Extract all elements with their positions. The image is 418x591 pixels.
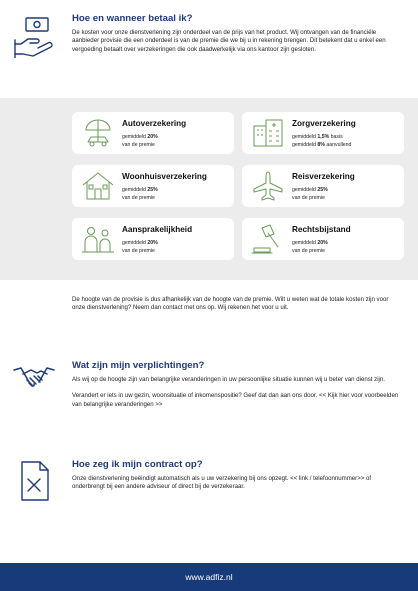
- hospital-icon: [248, 116, 288, 150]
- card-line-1: gemiddeld 25%: [292, 187, 328, 193]
- obligations-body-2: Verandert er iets in uw gezin, woonsituatie of inkomenspositie? Geef dat dan aan ons door. << Kijk hier voor voorbeelden van belangrijke veranderingen >>: [72, 392, 399, 408]
- footer-url-link[interactable]: www.adfiz.nl: [185, 572, 233, 582]
- cancel-body: Onze dienstverlening beëindigt automatisch als u uw verzekering bij ons opzegt. << link / telefoonnummer>> of onderbrengt bij een andere adviseur of direct bij de verzekeraar.: [72, 475, 372, 491]
- card-line-1: gemiddeld 25%: [122, 187, 158, 193]
- card-title: Woonhuisverzekering: [122, 172, 207, 181]
- payment-section: [0, 0, 418, 98]
- card-line-1: gemiddeld 20%: [122, 240, 158, 246]
- payment-title: Hoe en wanneer betaal ik?: [72, 13, 193, 24]
- house-icon: [78, 169, 118, 203]
- handshake-icon: [12, 358, 56, 402]
- card-title: Autoverzekering: [122, 119, 187, 128]
- card-title: Rechtsbijstand: [292, 225, 351, 234]
- document-x-icon: [12, 459, 56, 503]
- card-line-1: gemiddeld 20%: [122, 134, 158, 140]
- umbrella-car-icon: [78, 116, 118, 150]
- card-line-2: van de premie: [292, 248, 325, 254]
- card-title: Reisverzekering: [292, 172, 355, 181]
- card-line-2: van de premie: [292, 195, 325, 201]
- card-woonhuisverzekering: [72, 165, 234, 207]
- card-line-1: gemiddeld 1,5% basis: [292, 134, 343, 140]
- obligations-body-1: Als wij op de hoogte zijn van belangrijke veranderingen in uw persoonlijke situatie kunnen wij u beter van dienst zijn.: [72, 376, 385, 383]
- provision-note: De hoogte van de provisie is dus afhankelijk van de hoogte van de premie. Wilt u weten wat de totale kosten zijn voor onze dienstverlening? Neem dan contact met ons op. Wij rekenen het voor u uit.: [72, 296, 389, 312]
- gavel-icon: [248, 222, 288, 256]
- airplane-icon: [248, 169, 288, 203]
- card-aansprakelijkheid: [72, 218, 234, 260]
- card-line-2: van de premie: [122, 248, 155, 254]
- cancel-title: Hoe zeg ik mijn contract op?: [72, 459, 203, 470]
- card-autoverzekering: [72, 112, 234, 154]
- card-line-2: gemiddeld 8% aanvullend: [292, 142, 352, 148]
- card-title: Aansprakelijkheid: [122, 225, 193, 234]
- card-rechtsbijstand: [242, 218, 404, 260]
- card-line-1: gemiddeld 20%: [292, 240, 328, 246]
- obligations-section: [0, 356, 418, 436]
- payment-body: De kosten voor onze dienstverlening zijn onderdeel van de prijs van het product. Wij ontvangen van de financiële aanbieder provisie die een onderdeel is van de premie die we bij u in rekening brengen. Dit betekent dat u enkel een vergoeding betaalt over verzekeringen die ook daadwerkelijk via ons kantoor zijn gesloten.: [72, 29, 386, 53]
- hand-money-icon: [12, 14, 56, 58]
- card-reisverzekering: [242, 165, 404, 207]
- footer: [0, 563, 418, 591]
- people-icon: [78, 222, 118, 256]
- obligations-title: Wat zijn mijn verplichtingen?: [72, 360, 205, 371]
- provision-section: [0, 296, 418, 336]
- card-line-2: van de premie: [122, 195, 155, 201]
- card-zorgverzekering: [242, 112, 404, 154]
- card-title: Zorgverzekering: [292, 119, 356, 128]
- insurance-panel: [0, 98, 418, 280]
- cancel-section: [0, 455, 418, 525]
- card-line-2: van de premie: [122, 142, 155, 148]
